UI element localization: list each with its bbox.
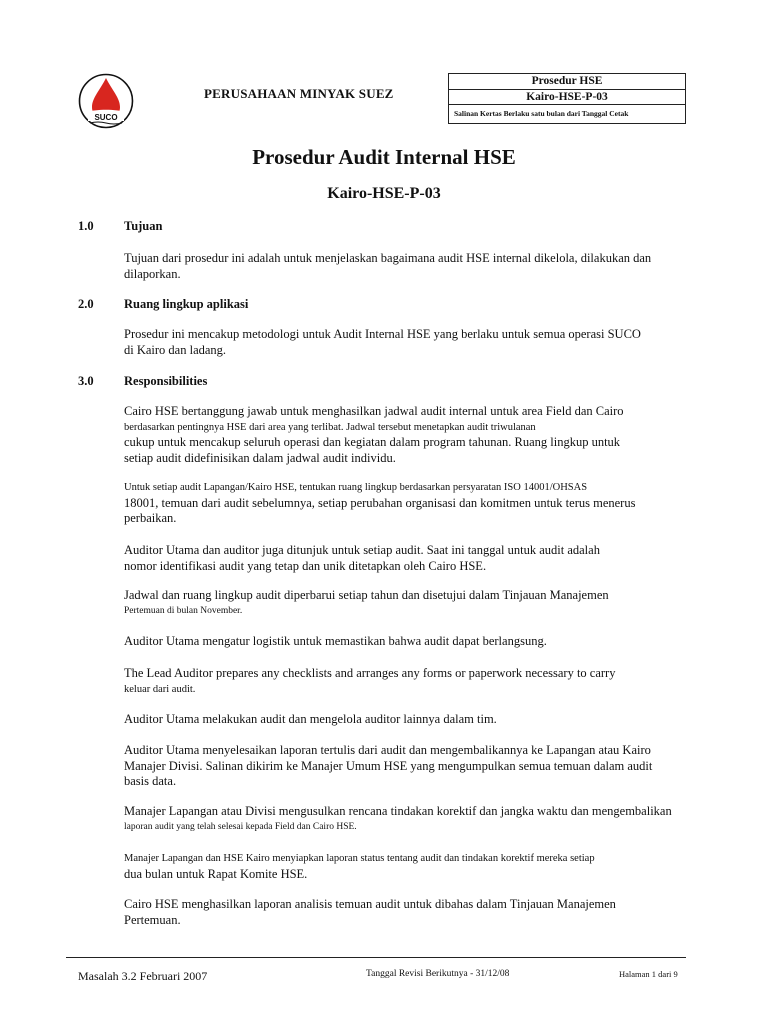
text-line: Prosedur ini mencakup metodologi untuk Audit Internal HSE yang berlaku untuk semua operasi SUCO xyxy=(124,327,641,341)
text-line: berdasarkan pentingnya HSE dari area yang terlibat. Jadwal tersebut menetapkan audit triwulanan xyxy=(124,421,536,433)
footer-issue: Masalah 3.2 Februari 2007 xyxy=(78,969,208,983)
logo-text: SUCO xyxy=(94,113,118,122)
section-title: Ruang lingkup aplikasi xyxy=(124,297,249,311)
section-number: 2.0 xyxy=(78,297,94,311)
paragraph xyxy=(124,588,724,619)
paragraph xyxy=(124,743,724,790)
document-title: Prosedur Audit Internal HSE xyxy=(252,145,516,169)
paragraph xyxy=(124,666,724,697)
document-subtitle: Kairo-HSE-P-03 xyxy=(327,185,441,202)
paragraph xyxy=(124,251,724,282)
text-line: dilaporkan. xyxy=(124,266,181,281)
paragraph xyxy=(124,543,724,574)
footer-divider xyxy=(66,957,686,958)
text-line: Manajer Lapangan atau Divisi mengusulkan rencana tindakan korektif dan jangka waktu dan mengembalikan xyxy=(124,804,672,818)
procedure-header-box xyxy=(448,73,686,124)
paragraph xyxy=(124,327,724,358)
paragraph xyxy=(124,712,724,728)
procedure-type: Prosedur HSE xyxy=(449,74,685,90)
procedure-code: Kairo-HSE-P-03 xyxy=(449,90,685,105)
paragraph xyxy=(124,897,724,928)
text-line: Pertemuan. xyxy=(124,912,181,927)
text-line: Auditor Utama melakukan audit dan mengelola auditor lainnya dalam tim. xyxy=(124,712,497,726)
text-line: perbaikan. xyxy=(124,511,177,525)
text-line: The Lead Auditor prepares any checklists and arranges any forms or paperwork necessary to carry xyxy=(124,666,616,680)
section-number: 1.0 xyxy=(78,219,94,233)
text-line: basis data. xyxy=(124,774,177,788)
company-name: PERUSAHAAN MINYAK SUEZ xyxy=(204,86,394,101)
text-line: dua bulan untuk Rapat Komite HSE. xyxy=(124,866,308,881)
paragraph xyxy=(124,404,724,466)
text-line: Cairo HSE menghasilkan laporan analisis temuan audit untuk dibahas dalam Tinjauan Manajemen xyxy=(124,897,616,911)
text-line: Tujuan dari prosedur ini adalah untuk menjelaskan bagaimana audit HSE internal dikelola, dilakukan dan xyxy=(124,251,652,265)
text-line: Manajer Lapangan dan HSE Kairo menyiapkan laporan status tentang audit dan tindakan korektif mereka setiap xyxy=(124,853,595,864)
text-line: Pertemuan di bulan November. xyxy=(124,605,243,616)
text-line: Untuk setiap audit Lapangan/Kairo HSE, tentukan ruang lingkup berdasarkan persyaratan ISO 14001/OHSAS xyxy=(124,482,588,493)
footer-page-number: Halaman 1 dari 9 xyxy=(619,969,678,979)
paragraph xyxy=(124,804,724,835)
suco-logo-icon xyxy=(78,72,134,130)
text-line: Jadwal dan ruang lingkup audit diperbarui setiap tahun dan disetujui dalam Tinjauan Manajemen xyxy=(124,588,609,602)
text-line: 18001, temuan dari audit sebelumnya, setiap perubahan organisasi dan komitmen untuk terus menerus xyxy=(124,495,636,510)
section-title: Tujuan xyxy=(124,219,163,233)
text-line: di Kairo dan ladang. xyxy=(124,342,227,357)
text-line: Auditor Utama dan auditor juga ditunjuk untuk setiap audit. Saat ini tanggal untuk audit adalah xyxy=(124,543,600,557)
section-number: 3.0 xyxy=(78,374,94,388)
text-line: Auditor Utama mengatur logistik untuk memastikan bahwa audit dapat berlangsung. xyxy=(124,634,547,648)
text-line: nomor identifikasi audit yang tetap dan unik ditetapkan oleh Cairo HSE. xyxy=(124,558,487,573)
text-line: Manajer Divisi. Salinan dikirim ke Manajer Umum HSE yang mengumpulkan semua temuan dalam audit xyxy=(124,758,653,773)
text-line: Auditor Utama menyelesaikan laporan tertulis dari audit dan mengembalikannya ke Lapangan atau Kairo xyxy=(124,743,651,757)
text-line: keluar dari audit. xyxy=(124,683,196,695)
paragraph xyxy=(124,480,724,527)
text-line: laporan audit yang telah selesai kepada Field dan Cairo HSE. xyxy=(124,821,357,832)
text-line: Cairo HSE bertanggung jawab untuk menghasilkan jadwal audit internal untuk area Field dan Cairo xyxy=(124,404,624,418)
footer-revision-date: Tanggal Revisi Berikutnya - 31/12/08 xyxy=(366,969,510,979)
copy-validity-note: Salinan Kertas Berlaku satu bulan dari Tanggal Cetak xyxy=(454,109,629,118)
section-title: Responsibilities xyxy=(124,374,208,388)
paragraph xyxy=(124,634,724,650)
text-line: setiap audit didefinisikan dalam jadwal audit individu. xyxy=(124,450,396,465)
text-line: cukup untuk mencakup seluruh operasi dan kegiatan dalam program tahunan. Ruang lingkup untuk xyxy=(124,435,621,449)
paragraph xyxy=(124,851,724,882)
